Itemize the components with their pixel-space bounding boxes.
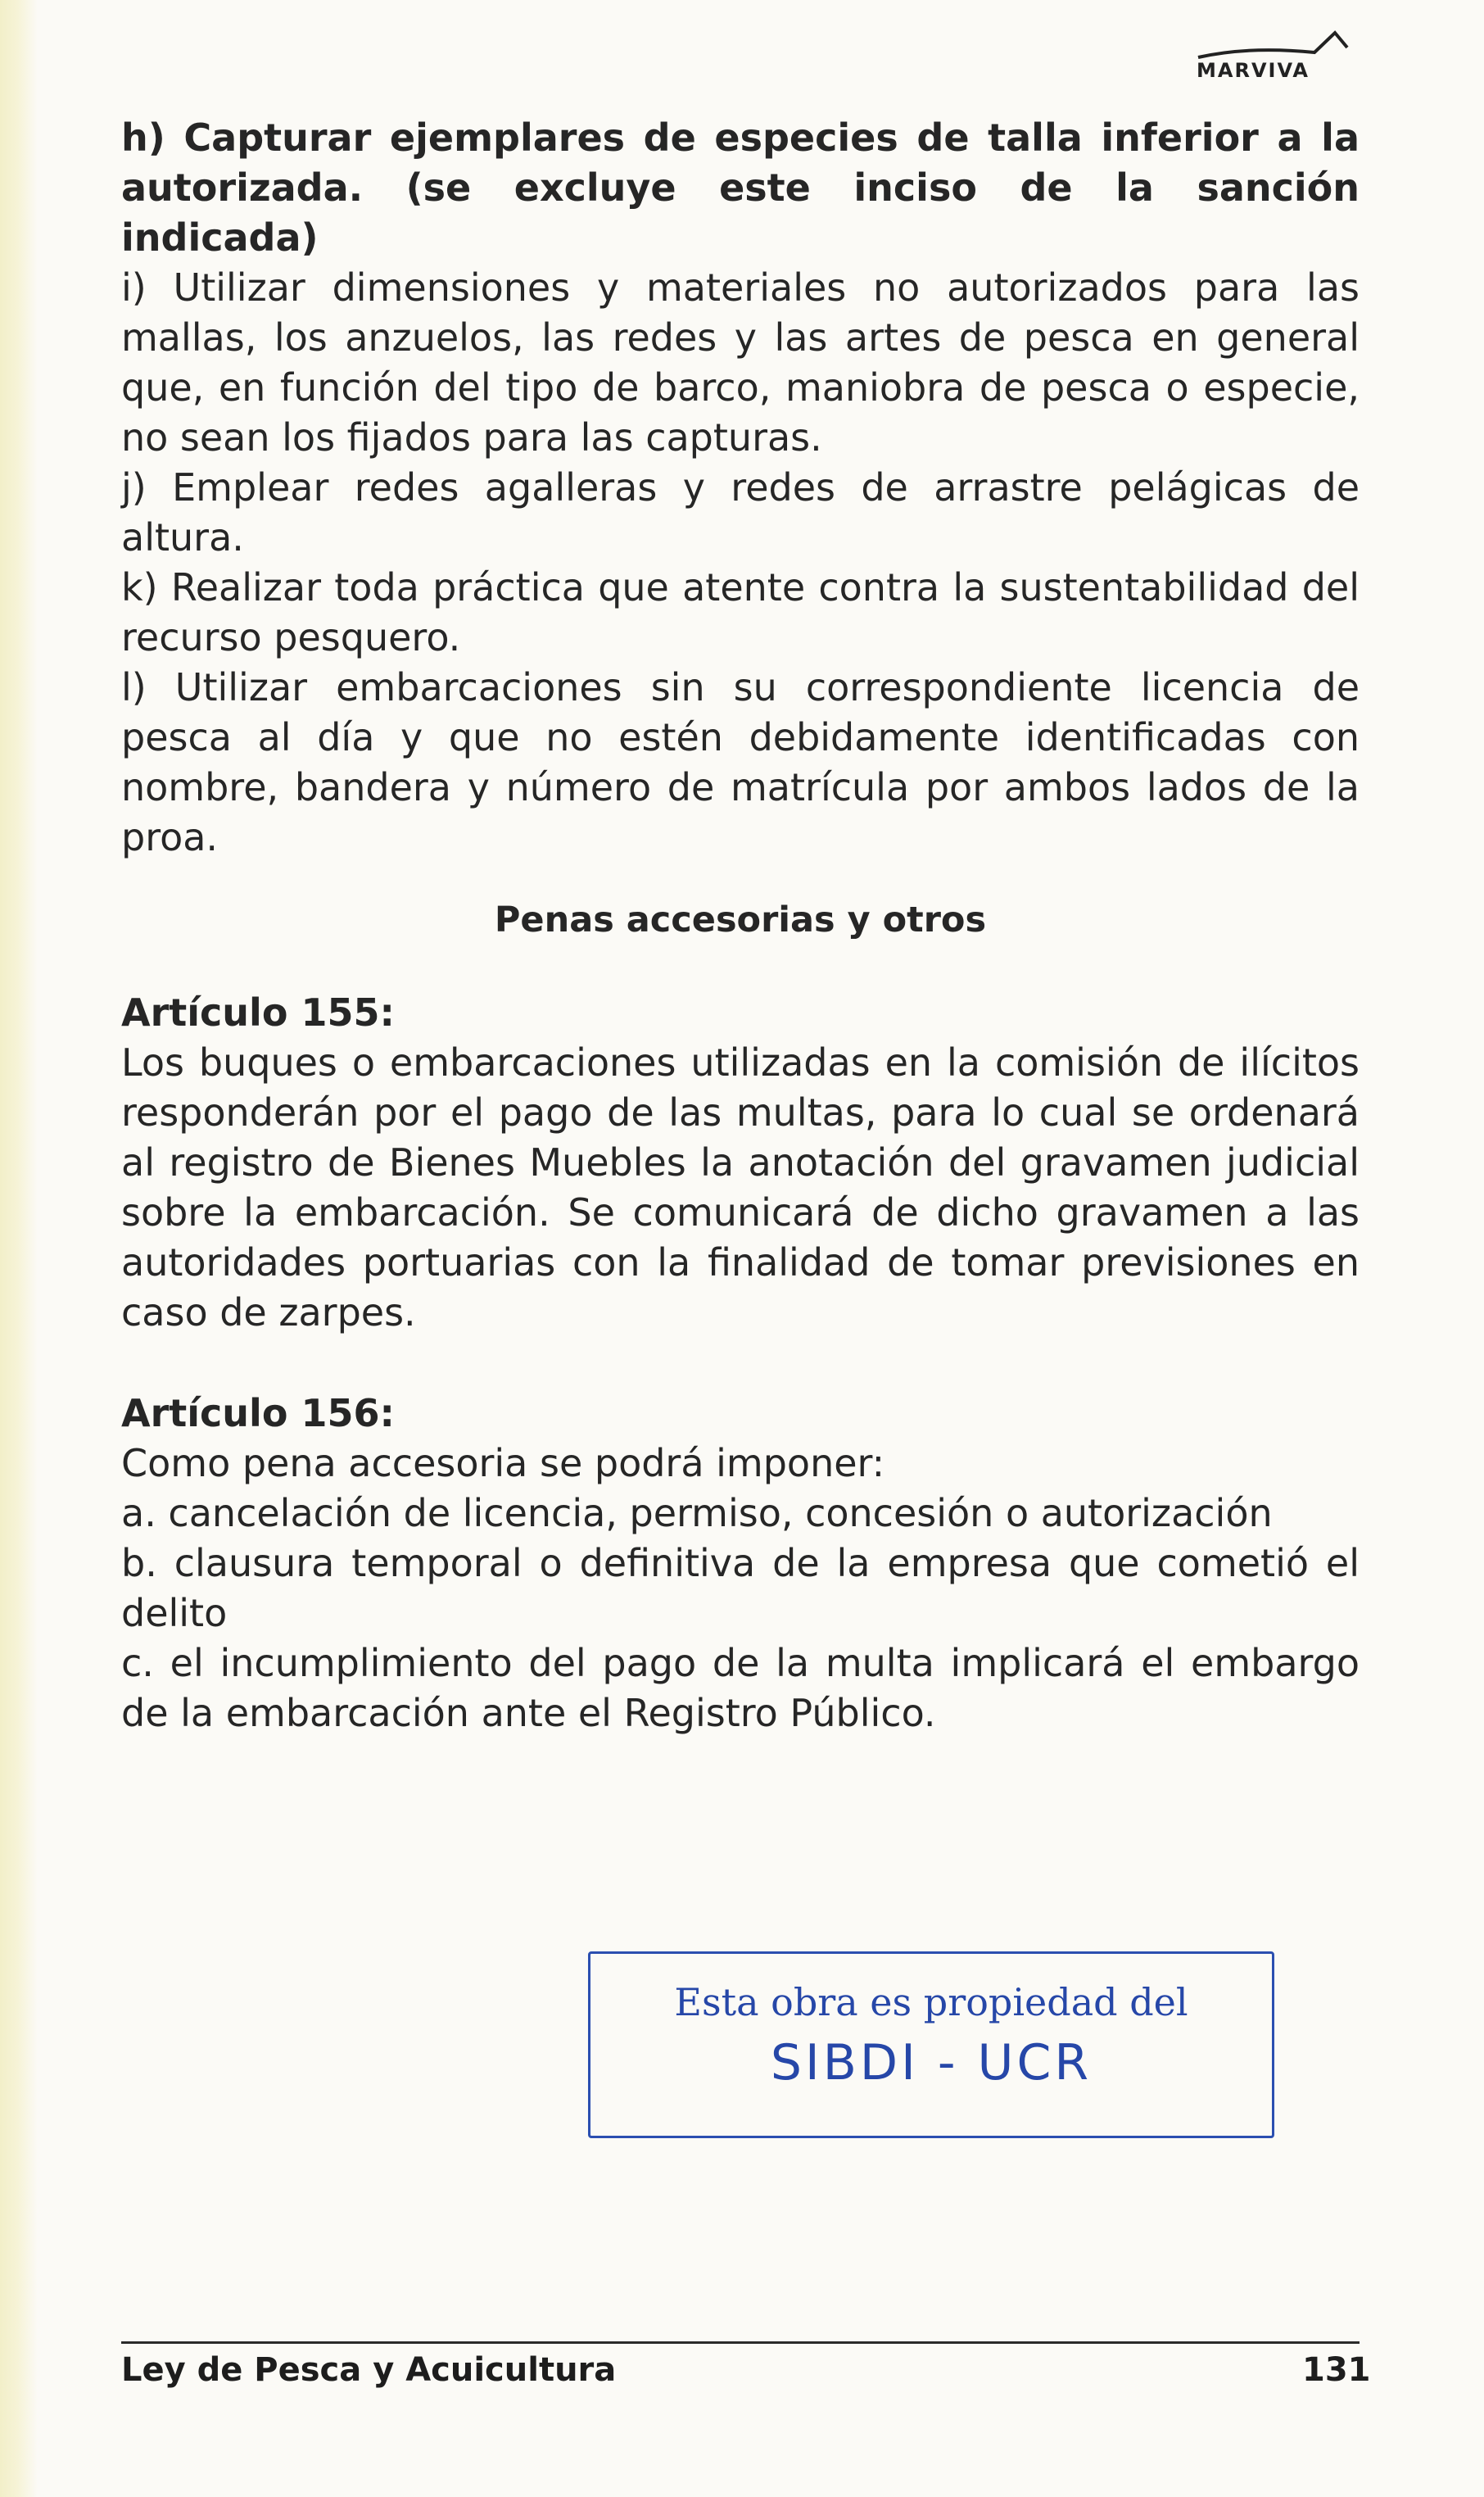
page-content — [121, 113, 1360, 1738]
article-155-body: Los buques o embarcaciones utilizadas en la comisión de ilícitos responderán por el pago de las multas, para lo cual se ordenará al registro de Bienes Muebles la anotación del gravamen judicial sobre la embarcación. Se comunicará de dicho gravamen a las autoridades portuarias con la finalidad de tomar previsiones en caso de zarpes. — [121, 1040, 1360, 1335]
stamp-line-2: SIBDI - UCR — [770, 2034, 1093, 2091]
item-j: j) Emplear redes agalleras y redes de arrastre pelágicas de altura. — [121, 465, 1360, 560]
footer-divider — [121, 2341, 1360, 2344]
item-l: l) Utilizar embarcaciones sin su correspondiente licencia de pesca al día y que no estén debidamente identificadas con nombre, bandera y número de matrícula por ambos lados de la proa. — [121, 665, 1360, 859]
marviva-logo — [1192, 25, 1372, 90]
page-number: 131 — [1302, 2351, 1371, 2389]
article-156-item-a: a. cancelación de licencia, permiso, concesión o autorización — [121, 1491, 1273, 1535]
item-k: k) Realizar toda práctica que atente contra la sustentabilidad del recurso pesquero. — [121, 565, 1360, 659]
stamp-line-1: Esta obra es propiedad del — [674, 1980, 1188, 2024]
footer-book-title: Ley de Pesca y Acuicultura — [121, 2351, 617, 2389]
article-156-item-b: b. clausura temporal o definitiva de la empresa que cometió el delito — [121, 1541, 1360, 1635]
article-156-intro: Como pena accesoria se podrá imponer: — [121, 1441, 885, 1485]
ownership-stamp — [588, 1951, 1274, 2138]
item-i: i) Utilizar dimensiones y materiales no autorizados para las mallas, los anzuelos, las redes y las artes de pesca en general que, en función del tipo de barco, maniobra de pesca o especie, no sean los fijados para las capturas. — [121, 265, 1360, 460]
logo-text: MARVIVA — [1197, 59, 1310, 82]
item-h: h) Capturar ejemplares de especies de talla inferior a la autorizada. (se excluye este inciso de la sanción indicada) — [121, 116, 1360, 260]
article-156-item-c: c. el incumplimiento del pago de la multa implicará el embargo de la embarcación ante el Registro Público. — [121, 1641, 1360, 1735]
page-edge-shadow — [0, 0, 38, 2497]
article-155-title: Artículo 155: — [121, 990, 395, 1035]
section-title: Penas accesorias y otros — [494, 900, 987, 940]
spacer — [121, 1338, 1360, 1389]
article-156-title: Artículo 156: — [121, 1391, 395, 1435]
